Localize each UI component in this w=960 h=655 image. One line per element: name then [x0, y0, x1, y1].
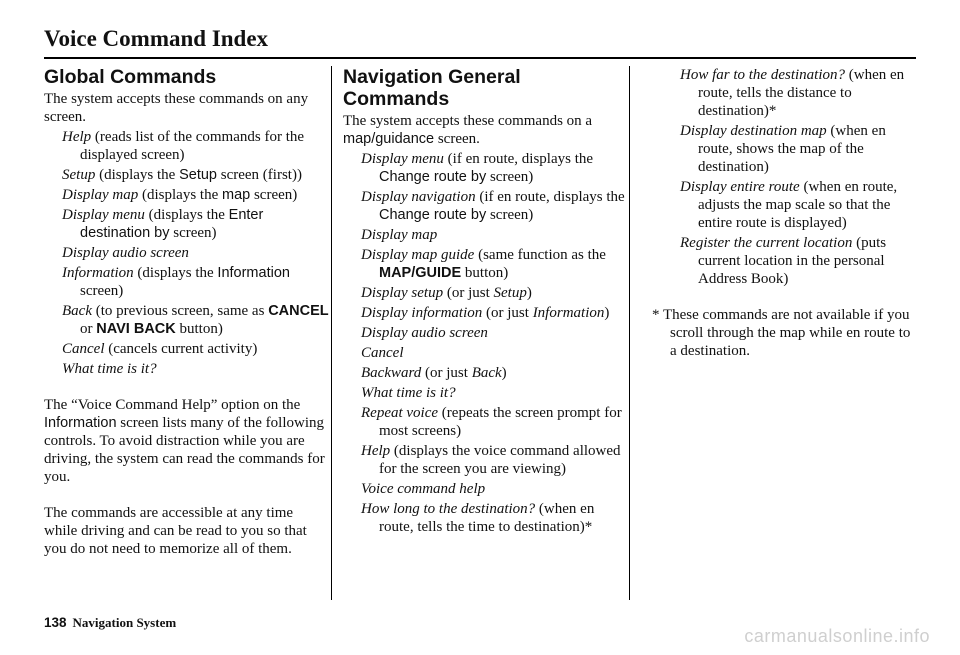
command-item: Repeat voice (repeats the screen prompt for most screens) [361, 405, 622, 439]
page-footer [44, 615, 176, 631]
command-item: Display entire route (when en route, adjusts the map scale so that the entire route is displayed) [680, 179, 898, 231]
column-divider [331, 66, 332, 600]
command-item: How long to the destination? (when en route, tells the time to destination)* [361, 501, 595, 535]
page-title: Voice Command Index [44, 26, 269, 51]
command-item: Register the current location (puts current location in the personal Address Book) [680, 235, 887, 287]
command-item: Display map guide (same function as the MAP/GUIDE button) [361, 247, 606, 281]
command-item: Display menu (if en route, displays the Change route by screen) [361, 151, 594, 185]
help-paragraph: The “Voice Command Help” option on the Information screen lists many of the following controls. To avoid distraction while you are driving, the system can read the commands for you. [44, 397, 325, 485]
command-item: Back (to previous screen, same as CANCEL or NAVI BACK button) [62, 303, 329, 337]
command-item: Display information (or just Information) [361, 305, 610, 321]
command-item: Display menu (displays the Enter destination by screen) [62, 207, 264, 241]
column-divider [629, 66, 630, 600]
command-item: Backward (or just Back) [361, 365, 507, 381]
section-heading: Navigation General Commands [343, 66, 521, 110]
command-item: Display setup (or just Setup) [361, 285, 532, 301]
command-item: What time is it? [361, 385, 456, 401]
title-rule [44, 57, 916, 59]
command-item: Display audio screen [62, 245, 189, 261]
footer-label: Navigation System [72, 615, 177, 630]
command-item: Setup (displays the Setup screen (first)) [62, 167, 302, 183]
navigation-commands-column [343, 66, 625, 538]
command-item: Display destination map (when en route, shows the map of the destination) [680, 123, 886, 175]
intro-text: The system accepts these commands on a map/guidance screen. [343, 113, 593, 147]
intro-text: The system accepts these commands on any screen. [44, 91, 309, 125]
navigation-commands-continued [652, 66, 917, 360]
page-number: 138 [44, 615, 67, 630]
command-item: Display navigation (if en route, displays the Change route by screen) [361, 189, 625, 223]
command-item: Display map [361, 227, 438, 243]
watermark: carmanualsonline.info [744, 626, 930, 646]
command-item: Information (displays the Information screen) [62, 265, 290, 299]
command-item: Cancel [361, 345, 404, 361]
command-item: Voice command help [361, 481, 486, 497]
command-item: Display audio screen [361, 325, 488, 341]
command-item: Display map (displays the map screen) [62, 187, 298, 203]
command-item: Help (reads list of the commands for the displayed screen) [62, 129, 305, 163]
command-item: Help (displays the voice command allowed for the screen you are viewing) [361, 443, 621, 477]
command-item: What time is it? [62, 361, 157, 377]
accessibility-paragraph: The commands are accessible at any time while driving and can be read to you so that you do not need to memorize all of them. [44, 505, 307, 557]
command-item: Cancel (cancels current activity) [62, 341, 258, 357]
section-heading: Global Commands [44, 66, 217, 88]
global-commands-column [44, 66, 329, 558]
footnote: * These commands are not available if you scroll through the map while en route to a destination. [652, 307, 911, 359]
command-item: How far to the destination? (when en route, tells the distance to destination)* [680, 67, 905, 119]
